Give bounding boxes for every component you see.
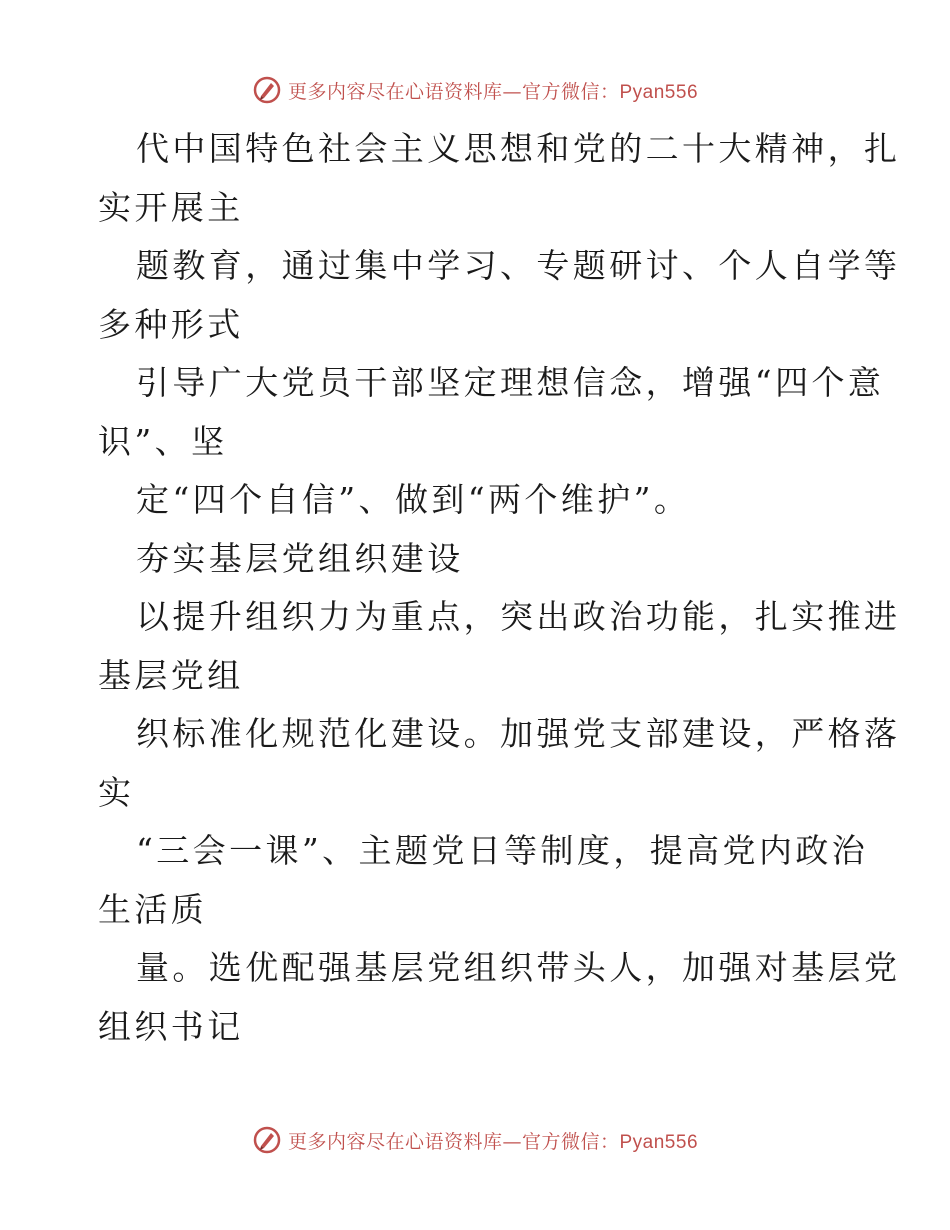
body-line: 生活质 [98, 889, 208, 929]
header-watermark-text: 更多内容尽在心语资料库—官方微信：Pyan556 [287, 80, 699, 103]
body-line: 量。选优配强基层党组织带头人，加强对基层党 [136, 948, 901, 987]
pen-logo-icon [252, 75, 282, 105]
body-line: 代中国特色社会主义思想和党的二十大精神，扎 [136, 129, 901, 168]
body-line: 引导广大党员干部坚定理想信念，增强“四个意 [136, 363, 885, 402]
header-watermark [0, 72, 950, 108]
body-line: 实开展主 [98, 187, 244, 227]
body-line: 基层党组 [98, 655, 244, 695]
body-line: 题教育，通过集中学习、专题研讨、个人自学等 [136, 246, 901, 285]
footer-watermark-text: 更多内容尽在心语资料库—官方微信：Pyan556 [287, 1130, 699, 1153]
footer-watermark-id: Pyan556 [619, 1131, 699, 1153]
footer-watermark [0, 1122, 950, 1158]
pen-logo-icon [252, 1125, 282, 1155]
header-watermark-id: Pyan556 [619, 81, 699, 103]
body-line: 组织书记 [98, 1006, 244, 1046]
document-body [98, 120, 901, 1056]
body-line: 定“四个自信”、做到“两个维护”。 [136, 480, 691, 519]
body-line: 多种形式 [98, 304, 244, 344]
body-line: 以提升组织力为重点，突出政治功能，扎实推进 [136, 597, 901, 636]
body-line: 实 [98, 772, 135, 812]
body-line: “三会一课”、主题党日等制度，提高党内政治 [136, 831, 869, 870]
body-line: 织标准化规范化建设。加强党支部建设，严格落 [136, 714, 901, 753]
section-heading: 夯实基层党组织建设 [136, 538, 464, 578]
body-line: 识”、坚 [98, 421, 228, 461]
